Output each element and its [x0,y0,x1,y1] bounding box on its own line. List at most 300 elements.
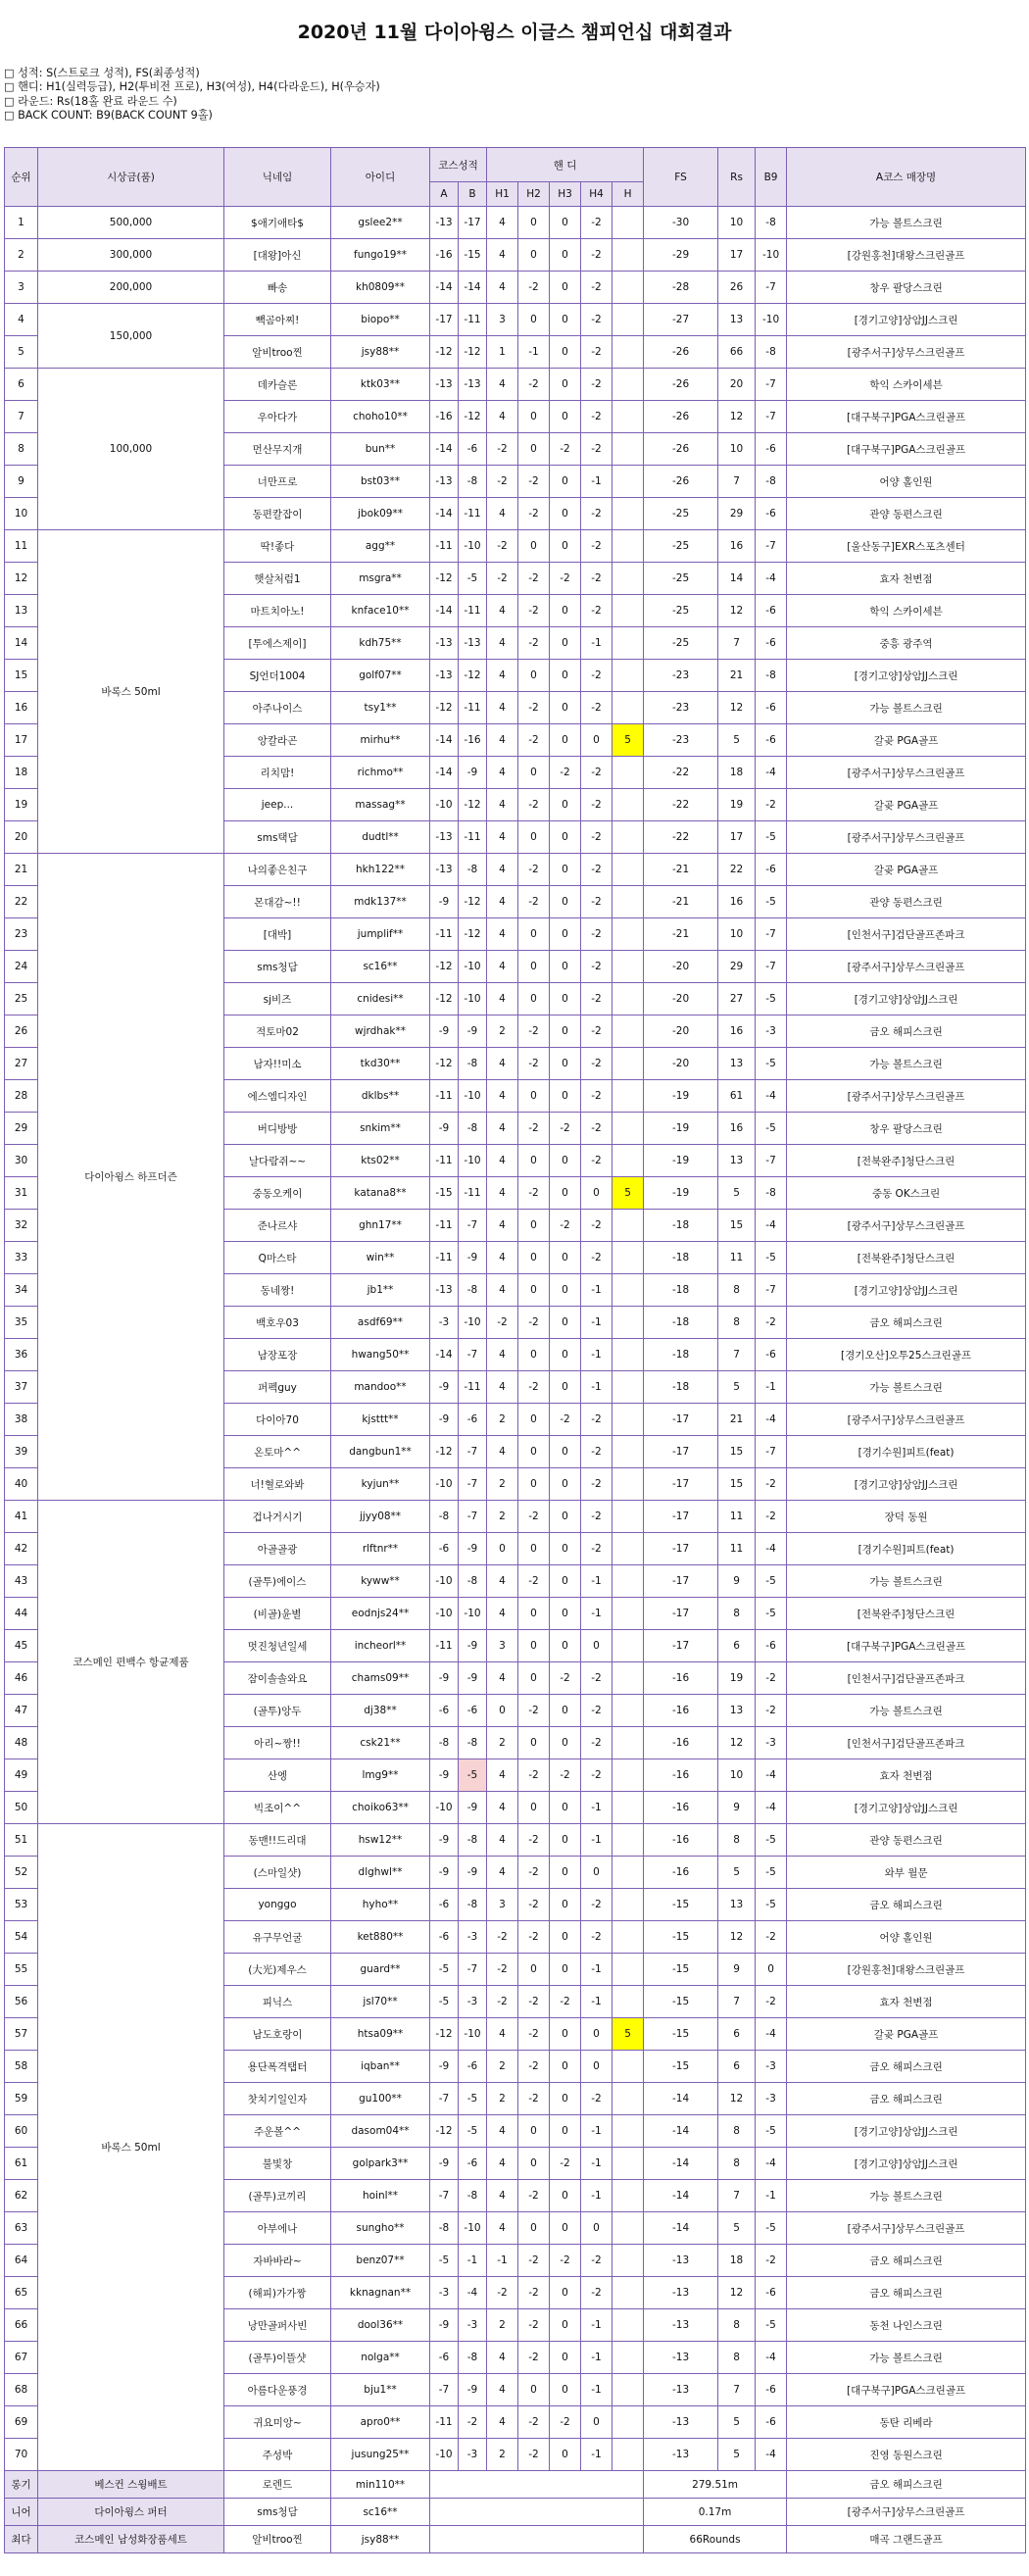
score-b-cell: -3 [459,1986,487,2018]
h1-cell: 4 [487,498,518,530]
h-cell [612,369,644,401]
h-cell [612,2439,644,2471]
h3-cell: 0 [550,1016,581,1048]
h2-cell: -2 [518,2439,550,2471]
h2-cell: -2 [518,2018,550,2051]
h4-cell: -2 [581,983,612,1016]
b9-cell: -6 [756,854,787,886]
id-cell: agg** [331,530,430,563]
store-cell: [울산동구]EXR스포츠센터 [787,530,1026,563]
id-cell: nolga** [331,2342,430,2374]
rank-cell: 48 [5,1727,38,1759]
h4-cell: -2 [581,272,612,304]
b9-cell: -7 [756,1436,787,1468]
h4-cell: -1 [581,2309,612,2342]
rank-cell: 27 [5,1048,38,1080]
h-cell [612,1404,644,1436]
legend-line: □ 성적: S(스트로크 성적), FS(최종성적) [4,67,200,79]
b9-cell: -2 [756,1921,787,1954]
h-cell [612,692,644,724]
id-cell: kknagnan** [331,2277,430,2309]
b9-cell: -2 [756,1986,787,2018]
special-award-value: 66Rounds [644,2526,787,2553]
nickname-cell: 동네짱! [224,1274,331,1307]
h4-cell: -2 [581,1695,612,1727]
nickname-cell: 귀요미앙~ [224,2406,331,2439]
b9-cell: -4 [756,563,787,595]
b9-cell: -5 [756,2309,787,2342]
score-a-cell: -11 [430,2406,459,2439]
fs-cell: -13 [644,2342,718,2374]
h4-cell: -1 [581,2148,612,2180]
special-award-label: 니어 [5,2499,38,2526]
nickname-cell: (해피)가가짱 [224,2277,331,2309]
rank-cell: 4 [5,304,38,336]
fs-cell: -20 [644,983,718,1016]
h2-cell: -2 [518,2083,550,2115]
b9-cell: -6 [756,2277,787,2309]
b9-cell: -2 [756,1695,787,1727]
h2-cell: 0 [518,1630,550,1662]
h3-cell: 0 [550,1048,581,1080]
rs-cell: 22 [718,854,756,886]
rs-cell: 7 [718,1339,756,1371]
fs-cell: -26 [644,401,718,433]
h3-cell: 0 [550,821,581,854]
score-a-cell: -12 [430,951,459,983]
h3-cell: 0 [550,918,581,951]
id-cell: bst03** [331,466,430,498]
h2-cell: -2 [518,1921,550,1954]
id-cell: msgra** [331,563,430,595]
prize-cell: 150,000 [38,304,224,369]
h2-cell: 0 [518,1145,550,1177]
rs-cell: 26 [718,272,756,304]
rs-cell: 27 [718,983,756,1016]
h3-cell: 0 [550,1630,581,1662]
score-a-cell: -10 [430,1468,459,1501]
score-a-cell: -12 [430,1436,459,1468]
score-b-cell: -5 [459,1759,487,1792]
store-cell: [광주서구]상무스크린골프 [787,2212,1026,2245]
rs-cell: 12 [718,2277,756,2309]
score-a-cell: -3 [430,2277,459,2309]
h3-cell: -2 [550,1662,581,1695]
rank-cell: 20 [5,821,38,854]
h-cell [612,1630,644,1662]
score-b-cell: -9 [459,1630,487,1662]
h-cell [612,239,644,272]
h-cell [612,1307,644,1339]
h2-cell: -2 [518,1016,550,1048]
rs-cell: 13 [718,1889,756,1921]
b9-cell: 0 [756,1954,787,1986]
score-b-cell: -3 [459,2309,487,2342]
nickname-cell: 우아다가 [224,401,331,433]
rank-cell: 67 [5,2342,38,2374]
store-cell: 효자 천변점 [787,563,1026,595]
id-cell: hsw12** [331,1824,430,1857]
id-cell: jbok09** [331,498,430,530]
fs-cell: -13 [644,2374,718,2406]
rs-cell: 15 [718,1210,756,1242]
h1-cell: 4 [487,789,518,821]
rank-cell: 36 [5,1339,38,1371]
h2-cell: 0 [518,1662,550,1695]
score-b-cell: -12 [459,401,487,433]
h3-cell: 0 [550,1274,581,1307]
h3-cell: 0 [550,1857,581,1889]
score-b-cell: -11 [459,821,487,854]
h2-cell: 0 [518,1404,550,1436]
rank-cell: 14 [5,627,38,660]
h2-cell: 0 [518,918,550,951]
h1-cell: 4 [487,1824,518,1857]
store-cell: [전북완주]청단스크린 [787,1145,1026,1177]
h-cell [612,1242,644,1274]
fs-cell: -17 [644,1630,718,1662]
nickname-cell: (골투)에이스 [224,1565,331,1598]
id-cell: gu100** [331,2083,430,2115]
store-cell: 갈곶 PGA골프 [787,2018,1026,2051]
special-award-nickname: 로렌드 [224,2471,331,2499]
h2-cell: -2 [518,369,550,401]
store-cell: [경기수원]피트(feat) [787,1436,1026,1468]
h2-cell: -2 [518,1824,550,1857]
fs-cell: -28 [644,272,718,304]
fs-cell: -21 [644,854,718,886]
h2-cell: 0 [518,821,550,854]
h-cell [612,1274,644,1307]
h2-cell: 0 [518,983,550,1016]
nickname-cell: [투에스제이] [224,627,331,660]
h4-cell: -2 [581,1242,612,1274]
rs-cell: 17 [718,821,756,854]
store-cell: [경기고양]상암JJ스크린 [787,1792,1026,1824]
h-cell [612,563,644,595]
h4-cell: -2 [581,207,612,239]
h2-cell: -2 [518,1889,550,1921]
score-b-cell: -11 [459,1371,487,1404]
id-cell: biopo** [331,304,430,336]
rank-cell: 57 [5,2018,38,2051]
rank-cell: 30 [5,1145,38,1177]
h-cell [612,918,644,951]
nickname-cell: 찻치기일인자 [224,2083,331,2115]
score-b-cell: -16 [459,724,487,757]
h1-cell: 2 [487,2439,518,2471]
rs-cell: 6 [718,2051,756,2083]
score-b-cell: -9 [459,1242,487,1274]
score-b-cell: -1 [459,2245,487,2277]
nickname-cell: 낭만골퍼사빈 [224,2309,331,2342]
h1-cell: 4 [487,1339,518,1371]
score-b-cell: -12 [459,789,487,821]
h3-cell: 0 [550,789,581,821]
rs-cell: 7 [718,2374,756,2406]
nickname-cell: 자바바라~ [224,2245,331,2277]
h3-cell: -2 [550,433,581,466]
score-b-cell: -12 [459,886,487,918]
score-a-cell: -10 [430,1565,459,1598]
h-cell [612,2374,644,2406]
h-cell [612,1792,644,1824]
nickname-cell: (골투)코끼리 [224,2180,331,2212]
store-cell: 어양 홀인원 [787,466,1026,498]
h3-cell: 0 [550,401,581,433]
h3-cell: -2 [550,563,581,595]
h4-cell: 0 [581,2051,612,2083]
h1-cell: 4 [487,886,518,918]
h1-cell: 4 [487,854,518,886]
nickname-cell: 아주나이스 [224,692,331,724]
h4-cell: -2 [581,918,612,951]
h1-cell: 4 [487,2018,518,2051]
special-award-id: min110** [331,2471,430,2499]
b9-cell: -5 [756,1048,787,1080]
h2-cell: -2 [518,1307,550,1339]
b9-cell: -2 [756,1501,787,1533]
h4-cell: -2 [581,1048,612,1080]
rank-cell: 58 [5,2051,38,2083]
rs-cell: 11 [718,1501,756,1533]
b9-cell: -6 [756,692,787,724]
h-cell [612,466,644,498]
store-cell: 금오 해피스크린 [787,2277,1026,2309]
h2-cell: 0 [518,433,550,466]
fs-cell: -18 [644,1307,718,1339]
h2-cell: 0 [518,1242,550,1274]
h-cell [612,1598,644,1630]
h3-cell: 0 [550,983,581,1016]
rank-cell: 37 [5,1371,38,1404]
rs-cell: 12 [718,595,756,627]
score-b-cell: -7 [459,1339,487,1371]
rs-cell: 8 [718,2309,756,2342]
h2-cell: 0 [518,2148,550,2180]
fs-cell: -14 [644,2083,718,2115]
rs-cell: 8 [718,1824,756,1857]
fs-cell: -22 [644,789,718,821]
rs-cell: 12 [718,1727,756,1759]
score-b-cell: -8 [459,1565,487,1598]
h2-cell: 0 [518,239,550,272]
id-cell: fungo19** [331,239,430,272]
nickname-cell: Q마스타 [224,1242,331,1274]
nickname-cell: (골투)앙두 [224,1695,331,1727]
fs-cell: -16 [644,1662,718,1695]
h3-cell: 0 [550,1695,581,1727]
rs-cell: 10 [718,433,756,466]
score-a-cell: -11 [430,1080,459,1113]
store-cell: [경기고양]상암JJ스크린 [787,2148,1026,2180]
special-award-nickname: 알비troo찐 [224,2526,331,2553]
h2-cell: 0 [518,1436,550,1468]
nickname-cell: 데카슬론 [224,369,331,401]
special-award-id: sc16** [331,2499,430,2526]
prize-cell: 100,000 [38,369,224,530]
h3-cell: 0 [550,660,581,692]
h2-cell: 0 [518,1954,550,1986]
store-cell: 효자 천변점 [787,1759,1026,1792]
b9-cell: -2 [756,1662,787,1695]
rs-cell: 10 [718,1759,756,1792]
b9-cell: -5 [756,2212,787,2245]
h-cell [612,1436,644,1468]
h2-cell: -2 [518,1048,550,1080]
b9-cell: -6 [756,433,787,466]
score-b-cell: -3 [459,2439,487,2471]
store-cell: [경기고양]상암JJ스크린 [787,2115,1026,2148]
h1-cell: 4 [487,401,518,433]
rs-cell: 21 [718,660,756,692]
b9-cell: -6 [756,2406,787,2439]
nickname-cell: 산엥 [224,1759,331,1792]
score-b-cell: -8 [459,2342,487,2374]
nickname-cell: 겁나거시기 [224,1501,331,1533]
special-award-label: 최다 [5,2526,38,2553]
h-cell [612,433,644,466]
fs-cell: -27 [644,304,718,336]
h4-cell: 0 [581,1630,612,1662]
b9-cell: -4 [756,757,787,789]
rank-cell: 8 [5,433,38,466]
store-cell: 가능 볼트스크린 [787,207,1026,239]
rank-cell: 22 [5,886,38,918]
rank-cell: 13 [5,595,38,627]
score-a-cell: -8 [430,2212,459,2245]
store-cell: 갈곶 PGA골프 [787,789,1026,821]
rank-cell: 29 [5,1113,38,1145]
special-award-empty [430,2526,644,2553]
h2-cell: 0 [518,401,550,433]
h4-cell: -2 [581,886,612,918]
score-a-cell: -14 [430,433,459,466]
b9-cell: -3 [756,1016,787,1048]
score-b-cell: -11 [459,1177,487,1210]
h3-cell: 0 [550,1080,581,1113]
score-a-cell: -13 [430,369,459,401]
header-rank: 순위 [5,148,38,207]
id-cell: dudtl** [331,821,430,854]
h-cell [612,1533,644,1565]
nickname-cell: 나의좋은친구 [224,854,331,886]
b9-cell: -6 [756,724,787,757]
rank-cell: 21 [5,854,38,886]
rank-cell: 44 [5,1598,38,1630]
b9-cell: -6 [756,627,787,660]
h3-cell: 0 [550,530,581,563]
id-cell: kjsttt** [331,1404,430,1436]
h-cell [612,1954,644,1986]
h-cell [612,1501,644,1533]
score-b-cell: -6 [459,2051,487,2083]
h3-cell: 0 [550,1921,581,1954]
h-cell [612,886,644,918]
id-cell: knface10** [331,595,430,627]
rs-cell: 10 [718,918,756,951]
id-cell: cnidesi** [331,983,430,1016]
rs-cell: 14 [718,563,756,595]
rs-cell: 18 [718,757,756,789]
score-b-cell: -3 [459,1921,487,1954]
h4-cell: -2 [581,1889,612,1921]
nickname-cell: yonggo [224,1889,331,1921]
h3-cell: 0 [550,2439,581,2471]
rs-cell: 7 [718,1986,756,2018]
score-a-cell: -11 [430,1242,459,1274]
h3-cell: 0 [550,1242,581,1274]
store-cell: [강원홍천]대왕스크린골프 [787,1954,1026,1986]
id-cell: sc16** [331,951,430,983]
b9-cell: -8 [756,660,787,692]
fs-cell: -17 [644,1565,718,1598]
h1-cell: 4 [487,757,518,789]
table-row [5,1501,1026,1533]
id-cell: jsy88** [331,336,430,369]
score-a-cell: -7 [430,2374,459,2406]
h3-cell: -2 [550,1404,581,1436]
h4-cell: 0 [581,724,612,757]
rank-cell: 42 [5,1533,38,1565]
b9-cell: -2 [756,1468,787,1501]
h-cell [612,660,644,692]
rank-cell: 28 [5,1080,38,1113]
score-b-cell: -10 [459,1145,487,1177]
h4-cell: -1 [581,1598,612,1630]
legend-line: □ 핸디: H1(실력등급), H2(투비전 프로), H3(여성), H4(다라운드), H(우승자) [4,80,380,94]
fs-cell: -17 [644,1436,718,1468]
score-a-cell: -11 [430,1630,459,1662]
score-a-cell: -9 [430,886,459,918]
score-a-cell: -9 [430,1662,459,1695]
rank-cell: 33 [5,1242,38,1274]
score-b-cell: -5 [459,563,487,595]
rank-cell: 19 [5,789,38,821]
id-cell: snkim** [331,1113,430,1145]
h-cell [612,1113,644,1145]
score-a-cell: -12 [430,692,459,724]
h4-cell: -1 [581,1371,612,1404]
store-cell: [전북완주]청단스크린 [787,1242,1026,1274]
h4-cell: 0 [581,1857,612,1889]
h2-cell: -2 [518,2309,550,2342]
b9-cell: -4 [756,1210,787,1242]
rank-cell: 11 [5,530,38,563]
fs-cell: -18 [644,1339,718,1371]
h3-cell: 0 [550,1792,581,1824]
store-cell: 어양 홀인원 [787,1921,1026,1954]
store-cell: 장덕 동원 [787,1501,1026,1533]
rank-cell: 31 [5,1177,38,1210]
nickname-cell: 유구무언굴 [224,1921,331,1954]
h2-cell: 0 [518,2374,550,2406]
score-a-cell: -5 [430,2245,459,2277]
header-b: B [459,182,487,207]
h4-cell: -1 [581,1792,612,1824]
h4-cell: -2 [581,1727,612,1759]
score-b-cell: -8 [459,1824,487,1857]
store-cell: [대구북구]PGA스크린골프 [787,2374,1026,2406]
table-row [5,854,1026,886]
rank-cell: 69 [5,2406,38,2439]
b9-cell: -8 [756,466,787,498]
header-rs: Rs [718,148,756,207]
score-a-cell: -6 [430,1695,459,1727]
h-cell [612,2083,644,2115]
h3-cell: 0 [550,1339,581,1371]
h-cell [612,2051,644,2083]
